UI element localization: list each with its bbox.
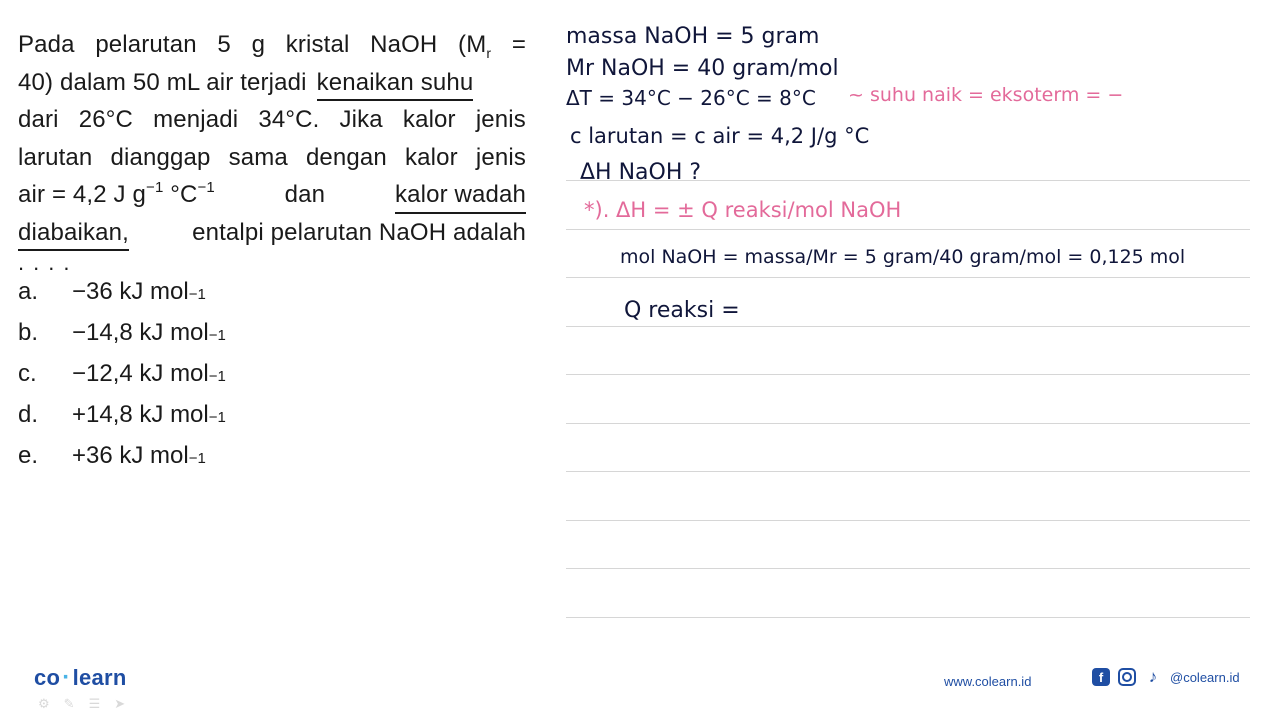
ruled-line — [566, 229, 1250, 230]
logo-part: learn — [72, 665, 127, 690]
note-specific-heat: c larutan = c air = 4,2 J/g °C — [570, 124, 870, 148]
mr-expression — [458, 26, 491, 64]
option-text: +36 kJ mol — [72, 442, 189, 469]
option-letter: a. — [18, 278, 39, 305]
word: 26°C — [78, 106, 133, 133]
option-letter: e. — [18, 442, 39, 469]
word: pelarutan — [95, 31, 197, 58]
ruled-line — [566, 277, 1250, 278]
heat-capacity-expression — [18, 176, 215, 214]
word: dengan — [305, 143, 387, 171]
question-text — [18, 26, 526, 251]
ruled-line — [566, 617, 1250, 618]
question-line-1 — [18, 26, 526, 64]
word: jenis — [475, 106, 526, 133]
text-segment: °C — [170, 181, 198, 208]
word: dari — [18, 106, 59, 133]
text-segment: air = 4,2 J g — [18, 181, 147, 208]
option-text: +14,8 kJ mol — [72, 401, 209, 428]
logo-part: co — [34, 665, 61, 690]
word: larutan — [18, 143, 93, 171]
option-letter: b. — [18, 319, 39, 346]
ruled-line — [566, 471, 1250, 472]
equals-sign: = — [511, 31, 526, 58]
instagram-icon[interactable] — [1118, 668, 1136, 686]
text-segment: entalpi pelarutan NaOH adalah — [192, 218, 526, 246]
mr-symbol: (M — [458, 31, 487, 58]
answer-options — [18, 278, 226, 483]
word: 34°C. — [258, 106, 320, 133]
note-enthalpy-question: ΔH NaOH ? — [580, 160, 702, 185]
word: sama — [228, 143, 288, 171]
word: dianggap — [110, 143, 211, 171]
word: kristal — [285, 31, 350, 58]
question-line-4 — [18, 139, 526, 177]
word: kalor — [405, 143, 458, 171]
text-segment: 40) dalam 50 mL air terjadi — [18, 68, 307, 96]
option-e: e. +36 kJ mol −1 — [18, 442, 206, 469]
option-text: −12,4 kJ mol — [72, 360, 209, 387]
ellipsis: .... — [18, 250, 79, 275]
note-delta-t: ΔT = 34°C − 26°C = 8°C — [566, 86, 816, 110]
note-q-reaction: Q reaksi = — [624, 298, 740, 323]
ruled-line — [566, 520, 1250, 521]
question-line-6 — [18, 214, 526, 252]
ruled-line — [566, 568, 1250, 569]
note-mass: massa NaOH = 5 gram — [566, 24, 820, 49]
option-letter: c. — [18, 360, 37, 387]
question-line-5 — [18, 176, 526, 214]
question-line-2 — [18, 64, 526, 102]
ruled-line — [566, 374, 1250, 375]
option-text: −36 kJ mol — [72, 278, 189, 305]
website-link[interactable]: www.colearn.id — [944, 674, 1032, 689]
settings-icon[interactable]: ⚙ — [38, 696, 50, 711]
word: g — [251, 31, 266, 58]
question-line-3 — [18, 101, 526, 139]
exponent: −1 — [146, 179, 164, 196]
social-handle[interactable]: @colearn.id — [1170, 669, 1240, 685]
player-controls — [38, 696, 125, 712]
colearn-logo — [34, 664, 127, 692]
word: dan — [284, 181, 326, 208]
mr-subscript: r — [486, 45, 492, 61]
word: Jika — [339, 106, 383, 133]
word: jenis — [475, 143, 526, 171]
social-links — [1092, 668, 1240, 686]
option-d: d. +14,8 kJ mol −1 — [18, 401, 226, 428]
word: NaOH — [370, 31, 438, 58]
word: Pada — [18, 31, 75, 58]
option-a: a. −36 kJ mol −1 — [18, 278, 206, 305]
option-text: −14,8 kJ mol — [72, 319, 209, 346]
tiktok-icon[interactable]: ♪ — [1148, 667, 1158, 686]
underlined-phrase: diabaikan, — [18, 214, 129, 252]
note-enthalpy-formula: *). ΔH = ± Q reaksi/mol NaOH — [584, 198, 902, 222]
list-icon[interactable]: ☰ — [88, 696, 101, 711]
forward-icon[interactable]: ➤ — [114, 696, 126, 711]
option-c: c. −12,4 kJ mol −1 — [18, 360, 226, 387]
facebook-icon[interactable]: f — [1092, 668, 1110, 686]
edit-icon[interactable]: ✎ — [63, 696, 75, 711]
option-letter: d. — [18, 401, 39, 428]
underlined-phrase: kenaikan suhu — [317, 64, 474, 102]
word: 5 — [217, 31, 231, 58]
exponent: −1 — [197, 179, 215, 196]
logo-dot-icon: · — [62, 664, 71, 691]
note-moles: mol NaOH = massa/Mr = 5 gram/40 gram/mol = 0,125 mol — [620, 246, 1186, 268]
ruled-line — [566, 326, 1250, 327]
word: kalor — [402, 106, 456, 133]
option-b: b. −14,8 kJ mol −1 — [18, 319, 226, 346]
word: menjadi — [153, 106, 239, 133]
underlined-phrase: kalor wadah — [395, 176, 526, 214]
note-exothermic: ~ suhu naik = eksoterm = − — [848, 84, 1124, 106]
note-mr: Mr NaOH = 40 gram/mol — [566, 56, 839, 81]
ruled-line — [566, 423, 1250, 424]
